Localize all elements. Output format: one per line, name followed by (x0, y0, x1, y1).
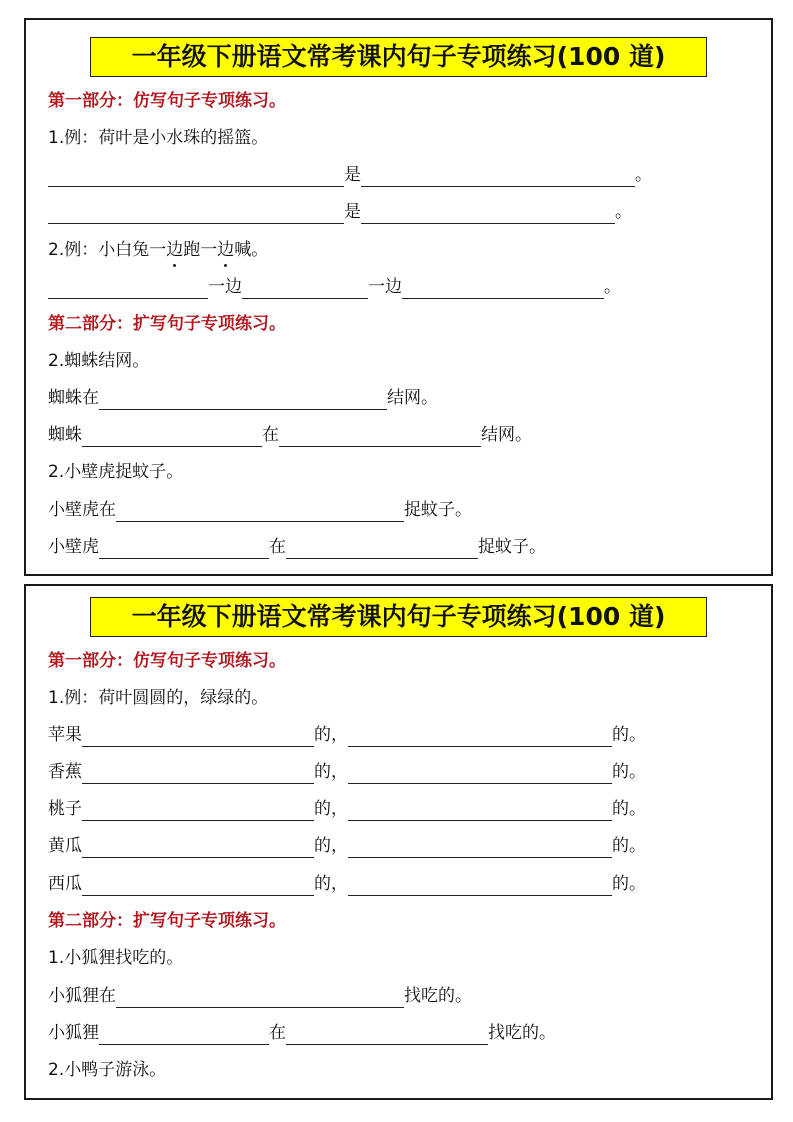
answer-line (48, 498, 761, 522)
answer-line (48, 872, 761, 896)
sentence-end: 结网。 (481, 425, 532, 445)
connector-word: 的， (314, 799, 348, 819)
answer-blank[interactable] (82, 800, 314, 821)
answer-blank[interactable] (348, 875, 612, 896)
sentence-end: 的。 (612, 874, 646, 894)
answer-line (48, 834, 761, 858)
connector-word: 一边 (368, 277, 402, 297)
punctuation: 。 (615, 202, 632, 222)
answer-blank[interactable] (99, 1024, 269, 1045)
question-prompt (48, 349, 761, 373)
worksheet-title: 一年级下册语文常考课内句子专项练习(100 道) (90, 597, 707, 637)
section-heading-imitate (48, 89, 761, 113)
connector-word: 的， (314, 762, 348, 782)
answer-blank[interactable] (242, 278, 368, 299)
answer-line (48, 275, 761, 299)
section-heading-text: 第一部分：仿写句子专项练习。 (48, 91, 286, 111)
answer-line (48, 535, 761, 559)
prompt-text: 1.小狐狸找吃的。 (48, 948, 184, 968)
emphasized-char: 边 (166, 240, 184, 260)
answer-blank[interactable] (82, 426, 262, 447)
fruit-word: 西瓜 (48, 874, 82, 894)
connector-word: 在 (262, 425, 279, 445)
connector-word: 一边 (208, 277, 242, 297)
answer-line (48, 723, 761, 747)
answer-blank[interactable] (99, 538, 269, 559)
section-heading-text: 第一部分：仿写句子专项练习。 (48, 651, 286, 671)
section-heading-imitate (48, 649, 761, 673)
section-heading-text: 第二部分：扩写句子专项练习。 (48, 314, 286, 334)
prompt-text: 1.例：荷叶圆圆的，绿绿的。 (48, 688, 269, 708)
punctuation: 。 (604, 277, 621, 297)
answer-blank[interactable] (361, 166, 635, 187)
connector-word: 的， (314, 836, 348, 856)
connector-word: 在 (269, 537, 286, 557)
worksheet-card-2 (24, 584, 773, 1100)
connector-word: 的， (314, 725, 348, 745)
answer-blank[interactable] (348, 763, 612, 784)
fruit-word: 苹果 (48, 725, 82, 745)
sentence-end: 的。 (612, 725, 646, 745)
sentence-start: 小壁虎在 (48, 500, 116, 520)
answer-line (48, 423, 761, 447)
answer-line (48, 200, 761, 224)
answer-blank[interactable] (402, 278, 604, 299)
sentence-start: 蜘蛛 (48, 425, 82, 445)
question-prompt (48, 126, 761, 150)
answer-blank[interactable] (82, 837, 314, 858)
sentence-end: 找吃的。 (488, 1023, 556, 1043)
question-prompt (48, 946, 761, 970)
answer-line (48, 386, 761, 410)
sentence-end: 捉蚊子。 (404, 500, 472, 520)
answer-blank[interactable] (116, 987, 404, 1008)
section-heading-text: 第二部分：扩写句子专项练习。 (48, 911, 286, 931)
worksheet-card-1 (24, 18, 773, 576)
prompt-text: 1.例：荷叶是小水珠的摇篮。 (48, 128, 269, 148)
answer-blank[interactable] (286, 538, 478, 559)
answer-blank[interactable] (279, 426, 481, 447)
prompt-text: 2.小壁虎捉蚊子。 (48, 462, 184, 482)
question-prompt (48, 686, 761, 710)
sentence-end: 捉蚊子。 (478, 537, 546, 557)
sentence-start: 小狐狸 (48, 1023, 99, 1043)
question-prompt (48, 238, 761, 262)
answer-blank[interactable] (82, 875, 314, 896)
answer-blank[interactable] (99, 389, 387, 410)
answer-blank[interactable] (361, 203, 615, 224)
prompt-text: 喊。 (234, 240, 269, 260)
question-prompt (48, 1058, 761, 1082)
sentence-end: 的。 (612, 836, 646, 856)
sentence-end: 找吃的。 (404, 986, 472, 1006)
sentence-start: 蜘蛛在 (48, 388, 99, 408)
answer-line (48, 1021, 761, 1045)
section-heading-expand (48, 312, 761, 336)
sentence-end: 的。 (612, 799, 646, 819)
answer-blank[interactable] (348, 726, 612, 747)
answer-blank[interactable] (82, 763, 314, 784)
fruit-word: 桃子 (48, 799, 82, 819)
sentence-start: 小狐狸在 (48, 986, 116, 1006)
prompt-text: 2.小鸭子游泳。 (48, 1060, 167, 1080)
answer-blank[interactable] (48, 166, 344, 187)
prompt-text: 2.例：小白兔 (48, 240, 150, 260)
answer-blank[interactable] (116, 501, 404, 522)
prompt-text: 一 (200, 240, 218, 260)
fruit-word: 黄瓜 (48, 836, 82, 856)
prompt-text: 2.蜘蛛结网。 (48, 351, 150, 371)
connector-word: 是 (344, 165, 361, 185)
punctuation: 。 (635, 165, 652, 185)
fruit-word: 香蕉 (48, 762, 82, 782)
answer-blank[interactable] (82, 726, 314, 747)
answer-blank[interactable] (348, 800, 612, 821)
connector-word: 的， (314, 874, 348, 894)
answer-blank[interactable] (48, 278, 208, 299)
connector-word: 在 (269, 1023, 286, 1043)
sentence-start: 小壁虎 (48, 537, 99, 557)
answer-line (48, 760, 761, 784)
sentence-end: 结网。 (387, 388, 438, 408)
answer-blank[interactable] (286, 1024, 488, 1045)
question-prompt (48, 460, 761, 484)
prompt-text: 跑 (183, 240, 201, 260)
answer-line (48, 163, 761, 187)
worksheet-title: 一年级下册语文常考课内句子专项练习(100 道) (90, 37, 707, 77)
emphasized-char: 边 (217, 240, 235, 260)
answer-line (48, 797, 761, 821)
answer-blank[interactable] (348, 837, 612, 858)
connector-word: 是 (344, 202, 361, 222)
answer-blank[interactable] (48, 203, 344, 224)
answer-line (48, 984, 761, 1008)
section-heading-expand (48, 909, 761, 933)
prompt-text: 一 (149, 240, 167, 260)
sentence-end: 的。 (612, 762, 646, 782)
